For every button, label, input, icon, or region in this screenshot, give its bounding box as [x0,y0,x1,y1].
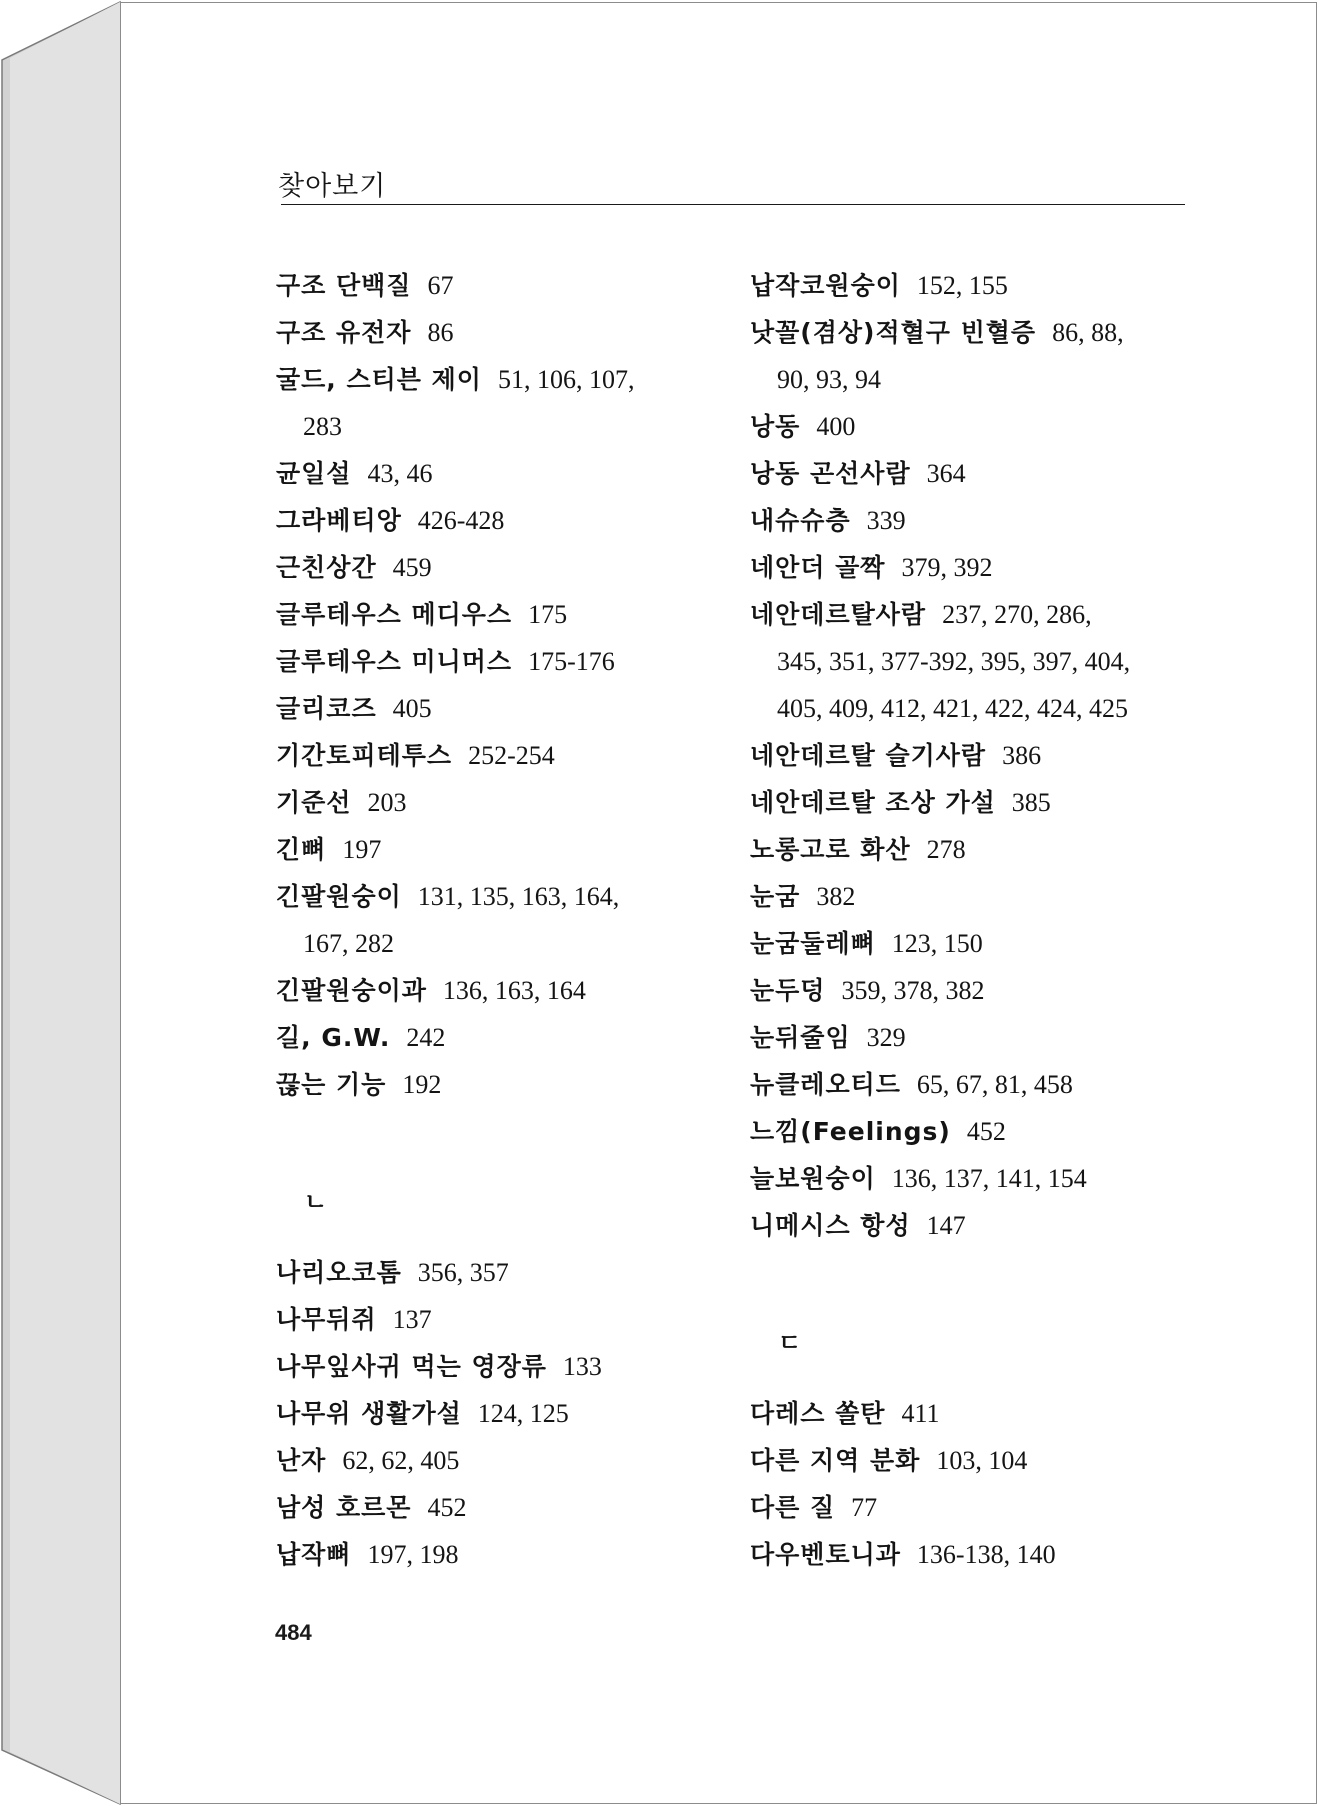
index-term: 네안더 골짝 [750,553,886,582]
index-term: 눈굼 [750,882,801,911]
index-entry [276,497,716,544]
index-entry [750,1390,1190,1437]
index-entry [276,309,716,356]
index-page-refs: 192 [402,1070,442,1099]
index-page-refs: 51, 106, 107, [497,365,635,394]
index-term: 글리코즈 [276,694,377,723]
index-page-refs: 123, 150 [891,929,983,958]
index-entry [276,638,716,685]
index-term: 네안데르탈사람 [750,600,927,629]
index-page-refs: 356, 357 [417,1258,509,1287]
index-term: 낭동 곤선사람 [750,459,911,488]
index-entry [750,1202,1190,1249]
index-entry [276,1249,716,1296]
index-entry [276,1531,716,1578]
index-entry [750,920,1190,967]
index-entry-continuation [276,403,716,450]
index-term: 낭동 [750,412,801,441]
index-term: 나무뒤쥐 [276,1305,377,1334]
index-page-refs: 197, 198 [367,1540,459,1569]
index-page-refs: 147 [926,1211,966,1240]
index-page-refs: 124, 125 [477,1399,569,1428]
index-entry-continuation [750,356,1190,403]
index-term: 그라베티앙 [276,506,402,535]
index-term: 네안데르탈 슬기사람 [750,741,987,770]
index-entry [750,1155,1190,1202]
index-entry [276,591,716,638]
index-term: 기간토피테투스 [276,741,453,770]
index-term: 나리오코톰 [276,1258,402,1287]
index-term: 뉴클레오티드 [750,1070,901,1099]
index-entry [750,1061,1190,1108]
index-page-refs: 452 [427,1493,467,1522]
index-column-left [276,262,716,1578]
index-page-refs: 131, 135, 163, 164, [417,882,620,911]
index-entry [276,356,716,403]
index-page-refs: 86, 88, [1052,318,1124,347]
index-term: 눈두덩 [750,976,826,1005]
index-entry [750,309,1190,356]
index-page-refs: 133 [562,1352,602,1381]
index-term: 긴팔원숭이 [276,882,402,911]
index-entry [276,1390,716,1437]
index-term: 나무잎사귀 먹는 영장류 [276,1352,547,1381]
index-page-refs: 242 [406,1023,446,1052]
index-entry [750,591,1190,638]
index-entry [750,1484,1190,1531]
index-page-refs: 77 [851,1493,878,1522]
index-entry [750,732,1190,779]
index-entry-continuation [276,920,716,967]
index-entry [276,873,716,920]
index-page-refs: 459 [392,553,432,582]
index-term: 구조 단백질 [276,271,412,300]
index-term: 늘보원숭이 [750,1164,876,1193]
index-term: 눈뒤줄임 [750,1023,851,1052]
index-term: 길, G.W. [276,1023,391,1052]
index-term: 납작뼈 [276,1540,352,1569]
index-page-refs: 386 [1002,741,1042,770]
index-page-refs: 359, 378, 382 [841,976,985,1005]
index-column-right [750,262,1190,1578]
index-page-refs: 237, 270, 286, [942,600,1092,629]
index-entry [750,1014,1190,1061]
page-header-title: 찾아보기 [278,171,387,202]
page-number: 484 [275,1620,312,1645]
index-page-refs: 136, 137, 141, 154 [891,1164,1087,1193]
index-page-refs: 452 [966,1117,1006,1146]
index-page-refs: 175 [528,600,568,629]
index-page-refs: 136-138, 140 [916,1540,1056,1569]
index-page-refs: 67 [427,271,454,300]
index-entry [276,1296,716,1343]
index-term: 구조 유전자 [276,318,412,347]
section-spacer [750,1249,1190,1296]
header-rule [281,204,1185,205]
index-entry [750,967,1190,1014]
index-term: 느낌(Feelings) [750,1117,951,1146]
index-term: 나무위 생활가설 [276,1399,462,1428]
index-entry [750,779,1190,826]
index-term: 균일설 [276,459,352,488]
index-page-refs: 137 [392,1305,432,1334]
index-page-refs: 283 [303,412,342,441]
index-term: 노롱고로 화산 [750,835,911,864]
index-entry [750,826,1190,873]
index-page-refs: 385 [1011,788,1051,817]
index-entry [750,450,1190,497]
index-entry [276,1061,716,1108]
index-term: 기준선 [276,788,352,817]
index-entry [750,1531,1190,1578]
index-term: 다른 지역 분화 [750,1446,921,1475]
index-term: 긴팔원숭이과 [276,976,427,1005]
index-entry [750,403,1190,450]
index-term: 네안데르탈 조상 가설 [750,788,996,817]
index-entry [276,826,716,873]
index-page-refs: 405 [392,694,432,723]
index-entry [750,544,1190,591]
index-page-refs: 426-428 [417,506,505,535]
index-page-refs: 90, 93, 94 [777,365,881,394]
index-entry [276,544,716,591]
section-spacer [276,1108,716,1155]
index-page-refs: 197 [342,835,382,864]
index-entry [276,262,716,309]
index-page-refs: 152, 155 [916,271,1008,300]
index-term: 다우벤토니과 [750,1540,901,1569]
index-term: 눈굼둘레뼈 [750,929,876,958]
index-term: 굴드, 스티븐 제이 [276,365,482,394]
index-term: 난자 [276,1446,327,1475]
index-entry-continuation [750,685,1190,732]
index-term: 다레스 쏠탄 [750,1399,886,1428]
index-term: 끊는 기능 [276,1070,387,1099]
index-page-refs: 339 [866,506,906,535]
index-entry [276,732,716,779]
index-term: 납작코원숭이 [750,271,901,300]
index-term: 남성 호르몬 [276,1493,412,1522]
index-entry [276,1437,716,1484]
index-section-heading: ㄴ [304,1188,328,1216]
index-page-refs: 379, 392 [901,553,993,582]
index-entry [276,1343,716,1390]
index-term: 글루테우스 미니머스 [276,647,513,676]
index-term: 내슈슈층 [750,506,851,535]
index-entry [276,779,716,826]
index-entry [276,967,716,1014]
index-term: 긴뼈 [276,835,327,864]
index-page-refs: 278 [926,835,966,864]
index-page-refs: 203 [367,788,407,817]
index-entry [276,450,716,497]
index-page-refs: 405, 409, 412, 421, 422, 424, 425 [777,694,1128,723]
index-entry [276,685,716,732]
index-page-refs: 329 [866,1023,906,1052]
index-page-refs: 400 [816,412,856,441]
index-entry [750,1108,1190,1155]
index-entry [750,262,1190,309]
index-page-refs: 86 [427,318,454,347]
index-term: 글루테우스 메디우스 [276,600,513,629]
index-page-refs: 345, 351, 377-392, 395, 397, 404, [777,647,1131,676]
index-page-refs: 43, 46 [367,459,433,488]
index-entry [276,1484,716,1531]
index-entry [750,873,1190,920]
index-page-refs: 62, 62, 405 [342,1446,460,1475]
index-term: 니메시스 항성 [750,1211,911,1240]
index-term: 다른 질 [750,1493,836,1522]
index-section-heading: ㄷ [778,1329,802,1357]
index-entry [750,1437,1190,1484]
index-page-refs: 411 [901,1399,940,1428]
index-page-refs: 103, 104 [936,1446,1028,1475]
index-page-refs: 364 [926,459,966,488]
index-page-refs: 167, 282 [303,929,394,958]
index-page-refs: 65, 67, 81, 458 [916,1070,1073,1099]
index-page-refs: 382 [816,882,856,911]
index-page-refs: 136, 163, 164 [442,976,586,1005]
index-entry-continuation [750,638,1190,685]
index-page-refs: 252-254 [468,741,555,770]
index-entry [276,1014,716,1061]
index-term: 근친상간 [276,553,377,582]
index-page-refs: 175-176 [528,647,615,676]
index-entry [750,497,1190,544]
index-term: 낫꼴(겸상)적혈구 빈혈증 [750,318,1037,347]
